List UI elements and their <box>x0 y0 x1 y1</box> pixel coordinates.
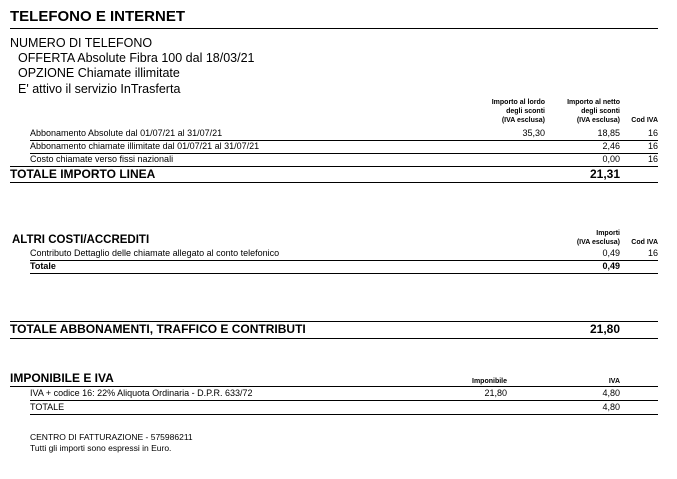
tax-divider <box>10 386 658 387</box>
title-divider <box>10 28 658 29</box>
tax-section-title: IMPONIBILE E IVA <box>10 371 114 385</box>
row-divider <box>30 273 658 274</box>
tax-total-label: TOTALE <box>30 402 65 412</box>
currency-note: Tutti gli importi sono espressi in Euro. <box>30 443 172 453</box>
grand-total-label: TOTALE ABBONAMENTI, TRAFFICO E CONTRIBUTI <box>10 322 306 336</box>
taxable-header: Imponibile <box>472 378 507 385</box>
line-total-divider <box>10 182 658 183</box>
line-item-description: Abbonamento chiamate illimitate dal 01/07/21 al 31/07/21 <box>30 141 260 151</box>
line-item-net: 18,85 <box>597 128 620 138</box>
other-costs-total-value: 0,49 <box>602 261 620 271</box>
grand-total-divider <box>10 338 658 339</box>
line-item-net: 0,00 <box>602 154 620 164</box>
line-total-value: 21,31 <box>589 167 620 181</box>
line-total-label: TOTALE IMPORTO LINEA <box>10 167 156 181</box>
tax-total-vat: 4,80 <box>602 402 620 412</box>
other-cost-vat-code: 16 <box>647 248 658 258</box>
line-item-description: Abbonamento Absolute dal 01/07/21 al 31/07/21 <box>30 128 223 138</box>
vat-code-header: Cod IVA <box>631 117 658 124</box>
line-item-description: Costo chiamate verso fissi nazionali <box>30 154 174 164</box>
billing-center: CENTRO DI FATTURAZIONE - 575986211 <box>30 432 193 442</box>
service-line: E' attivo il servizio InTrasferta <box>18 82 181 96</box>
other-cost-amount: 0,49 <box>602 248 620 258</box>
other-costs-amount-header: Importi (IVA esclusa) <box>576 230 620 246</box>
row-divider <box>30 414 658 415</box>
tax-row-vat: 4,80 <box>602 388 620 398</box>
other-costs-total-label: Totale <box>30 261 56 271</box>
other-cost-description: Contributo Dettaglio delle chiamate allegato al conto telefonico <box>30 248 280 258</box>
net-amount-header: Importo al netto degli sconti (IVA esclusa) <box>567 99 620 124</box>
row-divider <box>30 260 658 261</box>
line-item-vat-code: 16 <box>647 128 658 138</box>
row-divider <box>30 400 658 401</box>
other-costs-title: ALTRI COSTI/ACCREDITI <box>12 234 150 246</box>
line-item-gross: 35,30 <box>522 128 545 138</box>
offer-line: OFFERTA Absolute Fibra 100 dal 18/03/21 <box>18 51 255 65</box>
line-item-vat-code: 16 <box>647 154 658 164</box>
phone-number-label: NUMERO DI TELEFONO <box>10 36 153 50</box>
other-costs-vat-code-header: Cod IVA <box>631 239 658 246</box>
tax-row-description: IVA + codice 16: 22% Aliquota Ordinaria - D.P.R. 633/72 <box>30 388 253 398</box>
line-item-vat-code: 16 <box>647 141 658 151</box>
line-item-net: 2,46 <box>602 141 620 151</box>
gross-amount-header: Importo al lordo degli sconti (IVA esclusa) <box>491 99 545 124</box>
section-title: TELEFONO E INTERNET <box>10 8 186 25</box>
grand-total-value: 21,80 <box>589 322 620 336</box>
option-line: OPZIONE Chiamate illimitate <box>18 66 180 80</box>
vat-header: IVA <box>608 378 620 385</box>
tax-row-taxable: 21,80 <box>484 388 507 398</box>
